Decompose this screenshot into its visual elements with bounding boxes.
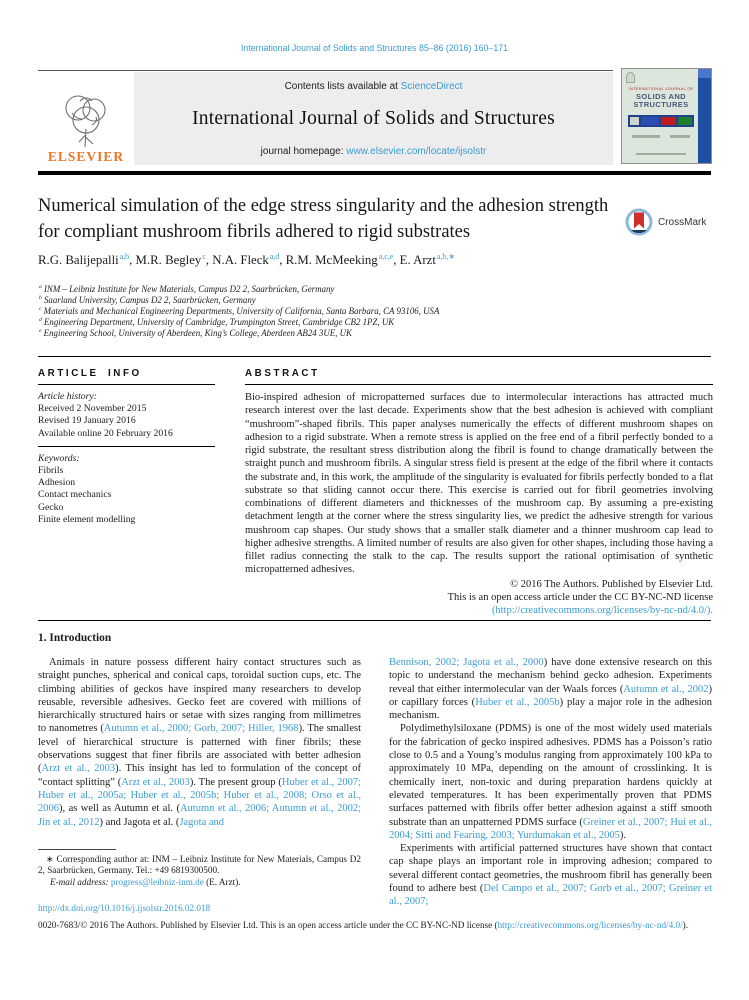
affiliation-text: INM – Leibniz Institute for New Materials, Campus D2 2, Saarbrücken, Germany (43, 284, 335, 294)
text-segment: ) and Jagota et al. ( (99, 816, 180, 828)
elsevier-wordmark: ELSEVIER (47, 149, 125, 164)
divider-rule (38, 356, 711, 357)
sciencedirect-link[interactable]: ScienceDirect (400, 81, 463, 92)
cover-color-band (628, 115, 694, 127)
cover-title (625, 93, 697, 109)
keyword-item: Adhesion (38, 477, 76, 489)
cover-color-block-gray (630, 117, 639, 125)
link[interactable]: Arzt et al., 2003 (41, 763, 116, 775)
link[interactable]: Autumn et al., 2002 (623, 683, 709, 695)
link[interactable]: Arzt et al., 2003 (121, 776, 190, 788)
affiliation-sup: b (39, 294, 42, 301)
affiliation (38, 328, 678, 339)
header-top-rule (38, 70, 613, 71)
cover-color-block-blue (641, 117, 659, 125)
intro-paragraph (38, 656, 361, 829)
history-item: Revised 19 January 2016 (38, 415, 136, 427)
text-segment: ∗ Corresponding author at: INM – Leibniz Institute for New Materials, Campus D2 2, Saarbrücken, Germany. Tel.: +49 6819300500. (38, 854, 361, 876)
affiliation-text: Engineering Department, University of Cambridge, Trumpington Street, Cambridge CB2 1PZ, UK (43, 316, 395, 327)
crossmark-label: CrossMark (658, 216, 707, 228)
journal-header-banner (134, 72, 613, 165)
cover-strip-cap (698, 69, 711, 78)
affiliation-sup: e (39, 327, 42, 334)
journal-title: International Journal of Solids and Structures (192, 108, 555, 129)
text-segment: ). The present group ( (189, 776, 282, 788)
link[interactable]: Huber et al., 2005b (475, 696, 560, 708)
homepage-line (134, 146, 613, 157)
history-item: Available online 20 February 2016 (38, 427, 173, 439)
cover-blue-strip (698, 69, 711, 163)
cover-text-bar (636, 153, 686, 155)
link[interactable]: Autumn et al., 2006; Autumn et al., 2002; Jin et al., 2012 (38, 803, 361, 828)
text-segment: ), as well as Autumn et al. ( (59, 803, 180, 815)
link[interactable]: a,c,e (378, 251, 394, 261)
affiliation-text: Saarland University, Campus D2 2, Saarbrücken, Germany (43, 294, 256, 305)
affiliation-text: Materials and Mechanical Engineering Departments, University of California, Santa Barbara, CA 93106, USA (43, 305, 440, 316)
text-segment: Polydimethylsiloxane (PDMS) is one of the most widely used materials for the fabrication of gecko inspired adhesives. PDMS has a Poisson’s ratio close to 0.5 and a Young’s modulus ranging from approximately 100 kPa to approximately 10 MPa, depending on the amount of crosslinking. It is chemically inert, non-toxic and during preparation hardens quickly at elevated temperatures. It has been experimentally proven that PDMS surfaces patterned with fibrils offer better adhesion against a stiff smooth substrate than an unpatterned PDMS surface ( (389, 723, 712, 828)
history-item: Received 2 November 2015 (38, 403, 147, 415)
keyword-item: Finite element modelling (38, 513, 136, 525)
body-column-left (38, 656, 361, 829)
cover-title-line1: SOLIDS AND (636, 92, 686, 101)
article-title: Numerical simulation of the edge stress singularity and the adhesion strength for compliant mushroom fibrils adhered to rigid substrates (38, 196, 609, 242)
link[interactable]: Greiner et al., 2007; Hui et al., 2004; Sitti and Fearing, 2003; Yurdumakan et al., 2005 (389, 816, 713, 841)
text-segment: , N.A. Fleck (205, 253, 269, 267)
link[interactable]: Autumn et al., 2000; Gorb, 2007; Hiller, 1968 (103, 723, 299, 735)
elsevier-logo (38, 73, 134, 165)
text-segment: ). (682, 920, 688, 930)
article-history-label: Article history: (38, 391, 97, 402)
cover-color-block-red (661, 117, 676, 125)
running-head-journal-ref: International Journal of Solids and Structures 85–86 (2016) 160–171 (240, 43, 509, 53)
cover-color-block-green (678, 117, 692, 125)
link[interactable]: Del Campo et al., 2007; Gorb et al., 2007; Greiner et al., 2007; (389, 883, 713, 908)
text-segment: ). The smallest level of hierarchical structure is patterned with finer fibrils; these observations suggest that finer fibrils are associated with better adhesion ( (38, 723, 361, 775)
keyword-item: Contact mechanics (38, 489, 112, 501)
link[interactable]: http://creativecommons.org/licenses/by-nc-nd/4.0/ (497, 920, 683, 930)
keywords-label: Keywords: (38, 452, 80, 464)
journal-cover-thumbnail[interactable] (621, 68, 712, 164)
cover-title-line2: STRUCTURES (633, 100, 689, 109)
link[interactable]: progress@leibniz-inm.de (110, 876, 204, 887)
affiliation-text: Engineering School, University of Aberdeen, King’s College, Aberdeen AB24 3UE, UK (43, 327, 352, 338)
article-info-section (38, 368, 215, 526)
affiliation-sup: a (39, 284, 42, 291)
cover-text-bar (632, 135, 660, 138)
email-note (38, 877, 361, 888)
text-segment: R.G. Balijepalli (38, 253, 119, 267)
affiliation (38, 317, 678, 328)
cover-text-bar (670, 135, 690, 138)
keyword-item: Fibrils (38, 465, 64, 477)
introduction-heading: 1. Introduction (38, 632, 112, 644)
text-segment: , E. Arzt (393, 253, 436, 267)
abstract-heading: ABSTRACT (245, 368, 320, 379)
copyright-line-1: © 2016 The Authors. Published by Elsevier Ltd. (510, 578, 713, 590)
text-segment: ) or capillary forces ( (389, 683, 713, 708)
link[interactable]: a,d (269, 251, 280, 261)
link[interactable]: a,b (119, 251, 130, 261)
link[interactable]: c (202, 251, 206, 261)
link[interactable]: a,b,∗ (436, 251, 455, 261)
affiliation (38, 295, 678, 306)
contents-prefix: Contents lists available at (284, 81, 401, 92)
footnote-block (38, 849, 361, 888)
paragraph (389, 656, 712, 722)
text-segment: ) have done extensive research on this topic to understand the mechanism behind gecko adhesion. Experiments reveal that either intermolecular van der Waals forces ( (389, 657, 712, 695)
affiliations-block (38, 284, 678, 339)
affiliation-sup: c (39, 305, 42, 312)
text-segment: , M.R. Begley (129, 253, 202, 267)
affiliation-sup: d (39, 316, 42, 323)
author-line (38, 253, 678, 268)
heading-rule (245, 384, 713, 385)
cover-kicker: INTERNATIONAL JOURNAL OF (628, 86, 694, 91)
keywords-rule (38, 446, 215, 447)
crossmark-badge[interactable] (624, 207, 706, 237)
affiliation (38, 284, 678, 295)
paragraph (389, 722, 712, 842)
copyright-license-link[interactable]: (http://creativecommons.org/licenses/by-nc-nd/4.0/). (491, 605, 713, 616)
abstract-text: Bio-inspired adhesion of micropatterned surfaces due to intermolecular interactions has attracted much research interest over the last decade. Experiments show that the best adhesion is achieved with compliant “mushroom”-shaped fibrils. This paper analyses numerically the effects of different mushroom shapes on adhesion to a rigid substrate. When a remote stress is applied on the free end of a fibril perfectly bonded to a rigid substrate, the resultant stress distribution along the fibril is found to change dramatically between the straight punch and mushroom fibrils. A singular stress field is present at the edge of the fibril where it contacts the substrate and, in this work, the amplitude of the singularity is evaluated for fibrils perfectly bonded to a flat substrate so that sliding cannot occur there. This exercise is carried out for fibril geometries involving combinations of different diameters and thicknesses of the mushroom cap. By assuming a pre-existing detachment length at the corner where the stress singularity lies, we predict the adhesive strength for various mushroom cap shapes. Our study shows that a smaller stalk diameter and a thinner mushroom cap lead to higher adhesive strengths. A limited number of results are also given for other shapes, including those having a fillet radius connecting the stalk to the cap. The results support the rational optimisation of synthetic micropatterned adhesives. (245, 392, 713, 576)
body-column-right (389, 656, 712, 909)
cover-elsevier-mark (626, 72, 635, 83)
text-segment: , R.M. McMeeking (279, 253, 378, 267)
text-segment: ). (619, 829, 626, 841)
article-info-heading: ARTICLE INFO (38, 368, 142, 379)
text-segment: Experiments with artificial patterned structures have shown that contact cap shape plays an important role in improving adhesion; compared to several different contact geometries, the mushroom fibril has generally been found to adhere best ( (389, 843, 712, 895)
text-segment: 0020-7683/© 2016 The Authors. Published by Elsevier Ltd. This is an open access article under the CC BY-NC-ND license ( (38, 920, 498, 930)
heading-rule (38, 384, 215, 385)
link[interactable]: Huber et al., 2007; Huber et al., 2005a; Huber et al., 2005b; Huber et al., 2008; Orso et al., 2006 (38, 776, 361, 815)
issn-copyright-line (38, 920, 711, 930)
footnote-rule (38, 849, 116, 850)
abstract-section (245, 368, 713, 617)
section-divider-rule (38, 620, 711, 621)
text-segment: ). This insight has led to formulation of the concept of “contact splitting” ( (38, 763, 361, 788)
homepage-prefix: journal homepage: (260, 146, 347, 157)
corresponding-author-note (38, 854, 361, 877)
text-segment: ) play a major role in the adhesion mechanism. (389, 696, 712, 722)
link[interactable]: Bennison, 2002; Jagota et al., 2000 (389, 657, 544, 668)
homepage-link[interactable]: www.elsevier.com/locate/ijsolstr (346, 146, 487, 157)
copyright-line-2: This is an open access article under the CC BY-NC-ND license (447, 591, 713, 603)
keyword-item: Gecko (38, 501, 64, 513)
link[interactable]: Jagota and (179, 816, 225, 828)
paragraph (389, 842, 712, 908)
text-segment: Animals in nature possess different hairy contact structures such as straight punches, spherical and conical caps, toroidal suction cups, etc. The climbing abilities of geckos have inspired many researchers to develop reusable, reversible adhesives. Gecko feet are covered with millions of hierarchically structured hairs or setae with sizes ranging from millimetres to nanometres ( (38, 657, 361, 735)
crossmark-icon (624, 207, 654, 237)
doi-link[interactable]: http://dx.doi.org/10.1016/j.ijsolstr.2016.02.018 (38, 903, 211, 913)
affiliation (38, 306, 678, 317)
abstract-copyright (245, 578, 713, 618)
text-segment: E-mail address: (50, 876, 109, 887)
header-thick-rule (38, 171, 711, 175)
contents-line (134, 81, 613, 92)
text-segment: (E. Arzt). (203, 876, 241, 887)
elsevier-tree-icon (56, 89, 116, 151)
